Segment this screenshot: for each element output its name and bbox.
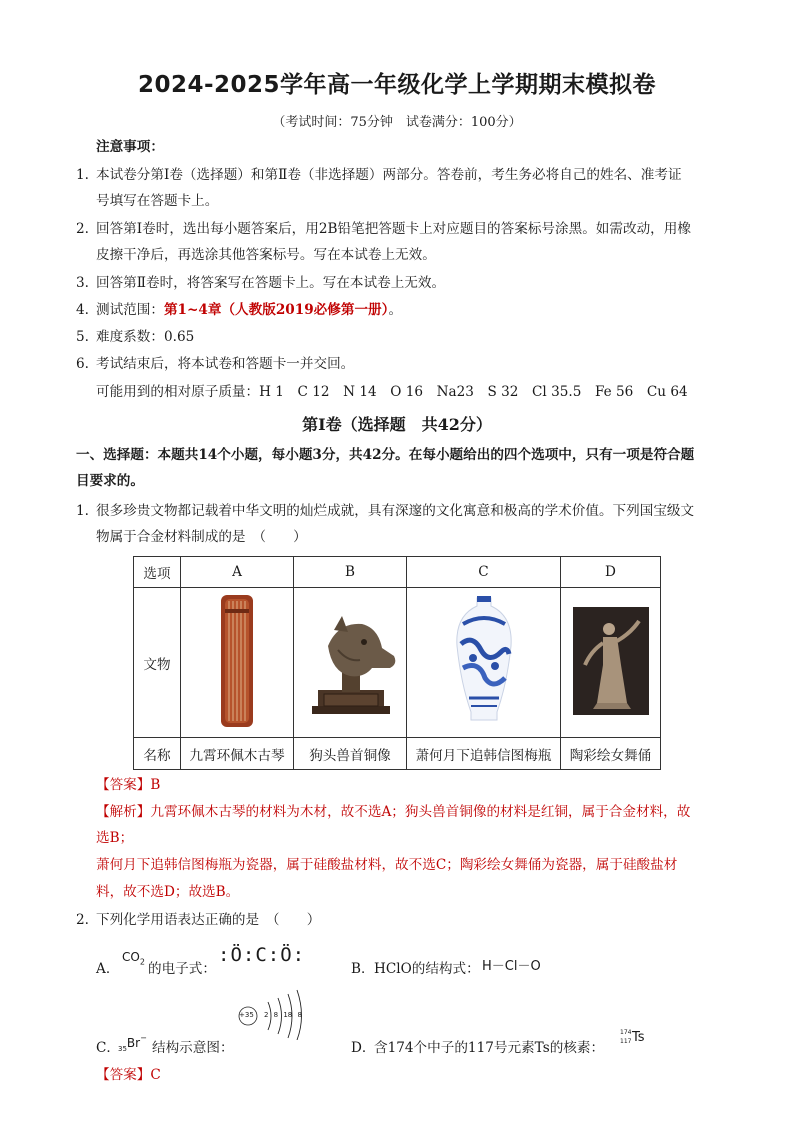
- question-stem: 物属于合金材料制成的是 （ ）: [96, 529, 307, 545]
- dancer-figurine-image: [573, 607, 649, 715]
- mass-number: 174: [620, 1029, 632, 1036]
- atomic-number: 35: [118, 1045, 127, 1054]
- notice-line: 回答第Ⅱ卷时，将答案写在答题卡上。写在本试卷上无效。: [96, 275, 446, 291]
- option-b-label: B．: [351, 961, 375, 977]
- part-heading: 目要求的。: [76, 473, 144, 489]
- header-label: 选项: [134, 557, 181, 588]
- bromide-ion: [118, 1032, 147, 1053]
- shell-electrons: 2 8 18 8: [264, 1011, 302, 1019]
- notice-line: 号填写在答题卡上。: [96, 193, 219, 209]
- guqin-image: [215, 591, 259, 731]
- test-scope-prefix: 测试范围：: [96, 302, 164, 318]
- option-d-label: D．: [351, 1040, 376, 1056]
- hclo-structure: H－Cl－O: [482, 959, 541, 974]
- question-number: 2.: [76, 912, 89, 928]
- atomic-masses: 可能用到的相对原子质量：H 1 C 12 N 14 O 16 Na23 S 32 Cl 35.5 Fe 56 Cu 64: [96, 384, 688, 400]
- option-c-name: 萧何月下追韩信图梅瓶: [407, 738, 561, 770]
- section-title: 第Ⅰ卷（选择题 共42分）: [302, 415, 492, 434]
- nucleus-charge: +35: [239, 1011, 254, 1019]
- part-heading: 一、选择题：本题共14个小题，每小题3分，共42分。在每小题给出的四个选项中，只有一项是符合题: [76, 447, 695, 463]
- co2-formula: CO: [122, 950, 140, 964]
- option-d-name: 陶彩绘女舞俑: [561, 738, 661, 770]
- option-b-name: 狗头兽首铜像: [294, 738, 407, 770]
- co2-subscript: 2: [139, 957, 145, 967]
- atomic-structure-diagram: [234, 988, 306, 1040]
- artifact-d-image: [561, 588, 661, 738]
- exam-info: （考试时间：75分钟 试卷满分：100分）: [272, 115, 522, 130]
- ion-charge: −: [140, 1033, 147, 1043]
- question-stem: 下列化学用语表达正确的是 （ ）: [96, 912, 321, 928]
- option-b-text: HClO的结构式：: [374, 961, 480, 977]
- ion-symbol: Br: [126, 1036, 141, 1050]
- q1-answer: [96, 776, 160, 794]
- option-a-name: 九霄环佩木古琴: [181, 738, 294, 770]
- option-a-header: A: [181, 557, 294, 588]
- test-scope: [96, 301, 402, 319]
- notice-line: 本试卷分第Ⅰ卷（选择题）和第Ⅱ卷（非选择题）两部分。答卷前，考生务必将自己的姓名、准考证: [96, 167, 682, 183]
- answer-value: C: [150, 1067, 161, 1083]
- option-b-header: B: [294, 557, 407, 588]
- notice-num: 3.: [76, 275, 89, 291]
- option-a-formula: [122, 950, 145, 966]
- difficulty: 难度系数：0.65: [96, 329, 195, 345]
- artifact-a-image: [181, 588, 294, 738]
- page-title: 2024-2025学年高一年级化学上学期期末模拟卷: [137, 72, 657, 98]
- analysis-line: 选B；: [96, 830, 134, 846]
- notice-num: 5.: [76, 329, 89, 345]
- option-c-text: 结构示意图：: [152, 1040, 234, 1056]
- option-d-header: D: [561, 557, 661, 588]
- q1-analysis: [96, 803, 690, 821]
- co2-electron-formula: :Ö:C:Ö:: [218, 944, 306, 966]
- notice-num: 6.: [76, 356, 89, 372]
- analysis-line: 料，故不选D；故选B。: [96, 884, 240, 900]
- meiping-vase-image: [449, 594, 519, 728]
- analysis-line: 九霄环佩木古琴的材料为木材，故不选A；狗头兽首铜像的材料是红铜，属于合金材料，故: [150, 804, 691, 820]
- analysis-label: 【解析】: [96, 804, 151, 820]
- notice-num: 2.: [76, 221, 89, 237]
- test-scope-range: 第1~4章（人教版2019必修第一册）: [163, 302, 389, 318]
- notice-heading: 注意事项：: [96, 139, 164, 155]
- option-a-text: 的电子式：: [148, 961, 216, 977]
- name-row-label: 名称: [134, 738, 181, 770]
- artifact-c-image: [407, 588, 561, 738]
- question-number: 1.: [76, 503, 89, 519]
- notice-num: 4.: [76, 302, 89, 318]
- notice-line: 考试结束后，将本试卷和答题卡一并交回。: [96, 356, 355, 372]
- option-c-header: C: [407, 557, 561, 588]
- test-scope-suffix: 。: [388, 302, 403, 318]
- artifact-row-label: 文物: [134, 588, 181, 738]
- option-a-label: A．: [96, 961, 120, 977]
- answer-label: 【答案】: [96, 777, 151, 793]
- atomic-number: 117: [620, 1038, 632, 1045]
- dog-head-bronze-image: [298, 606, 402, 716]
- notice-line: 回答第Ⅰ卷时，选出每小题答案后，用2B铅笔把答题卡上对应题目的答案标号涂黑。如需改动，用橡: [96, 221, 691, 237]
- q2-answer: [96, 1066, 161, 1084]
- element-symbol: Ts: [632, 1030, 645, 1045]
- notice-line: 皮擦干净后，再选涂其他答案标号。写在本试卷上无效。: [96, 247, 436, 263]
- options-table: [133, 556, 661, 770]
- answer-value: B: [150, 777, 161, 793]
- notice-num: 1.: [76, 167, 89, 183]
- option-d-text: 含174个中子的117号元素Ts的核素：: [374, 1040, 605, 1056]
- question-stem: 很多珍贵文物都记载着中华文明的灿烂成就，具有深邃的文化寓意和极高的学术价值。下列国宝级文: [96, 503, 695, 519]
- analysis-line: 萧何月下追韩信图梅瓶为瓷器，属于硅酸盐材料，故不选C；陶彩绘女舞俑为瓷器，属于硅酸盐材: [96, 857, 678, 873]
- artifact-b-image: [294, 588, 407, 738]
- answer-label: 【答案】: [96, 1067, 151, 1083]
- option-c-label: C．: [96, 1040, 120, 1056]
